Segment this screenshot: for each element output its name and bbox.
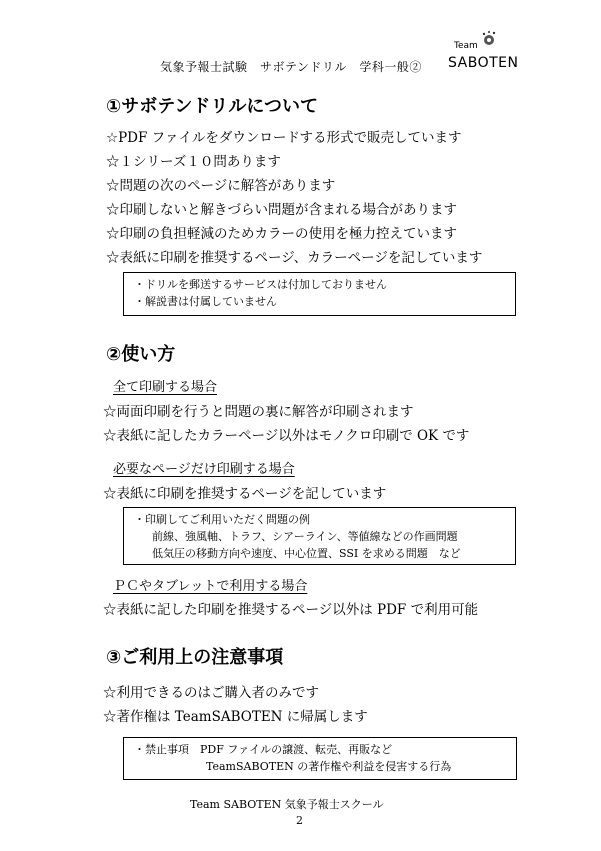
page-number: 2	[296, 814, 303, 827]
note-line: ・ドリルを郵送するサービスは付加しておりません	[134, 278, 387, 291]
note-line: ・印刷してご利用いただく問題の例	[134, 513, 310, 526]
subheading-pc-tablet: ＰＣやタブレットで利用する場合	[113, 579, 308, 594]
section1-note-box	[123, 272, 516, 316]
subheading-print-all: 全て印刷する場合	[113, 380, 218, 395]
section2-item: ☆表紙に記した印刷を推奨するページ以外は PDF で利用可能	[103, 602, 479, 618]
section1-item: ☆印刷しないと解きづらい問題が含まれる場合があります	[106, 202, 457, 218]
section2-item: ☆表紙に印刷を推奨するページを記しています	[103, 486, 387, 502]
note-line: ・禁止事項 PDF ファイルの譲渡、転売、再販など	[134, 743, 393, 756]
cactus-icon	[480, 30, 498, 48]
section3-heading: ③ご利用上の注意事項	[106, 647, 284, 668]
section1-item: ☆問題の次のページに解答があります	[106, 178, 336, 194]
subheading-print-needed: 必要なページだけ印刷する場合	[113, 462, 295, 477]
section1-item: ☆PDF ファイルをダウンロードする形式で販売しています	[106, 130, 462, 146]
section2-heading: ②使い方	[106, 344, 176, 365]
section1-heading: ①サボテンドリルについて	[106, 96, 318, 117]
section3-prohibited-box	[123, 737, 517, 780]
section2-item: ☆両面印刷を行うと問題の裏に解答が印刷されます	[103, 404, 414, 420]
logo-team-text: Team	[454, 41, 478, 51]
note-line: ・解説書は付属していません	[134, 295, 277, 308]
page-header-title: 気象予報士試験 サボテンドリル 学科一般②	[160, 60, 422, 74]
section3-item: ☆著作権は TeamSABOTEN に帰属します	[103, 709, 368, 725]
logo-saboten-text: SABOTEN	[448, 55, 519, 71]
note-line: TeamSABOTEN の著作権や利益を侵害する行為	[206, 760, 452, 773]
note-line: 前線、強風軸、トラフ、シアーライン、等値線などの作画問題	[152, 530, 458, 543]
section3-item: ☆利用できるのはご購入者のみです	[103, 685, 319, 701]
team-saboten-logo	[446, 30, 526, 78]
footer-school: Team SABOTEN 気象予報士スクール	[190, 798, 384, 811]
note-line: 低気圧の移動方向や速度、中心位置、SSI を求める問題 など	[152, 547, 461, 560]
section1-item: ☆印刷の負担軽減のためカラーの使用を極力控えています	[106, 226, 457, 242]
section1-item: ☆表紙に印刷を推奨するページ、カラーページを記しています	[106, 250, 483, 266]
section2-item: ☆表紙に記したカラーページ以外はモノクロ印刷で OK です	[103, 428, 470, 444]
section1-item: ☆１シリーズ１０問あります	[106, 154, 281, 170]
section2-note-box	[123, 507, 516, 565]
